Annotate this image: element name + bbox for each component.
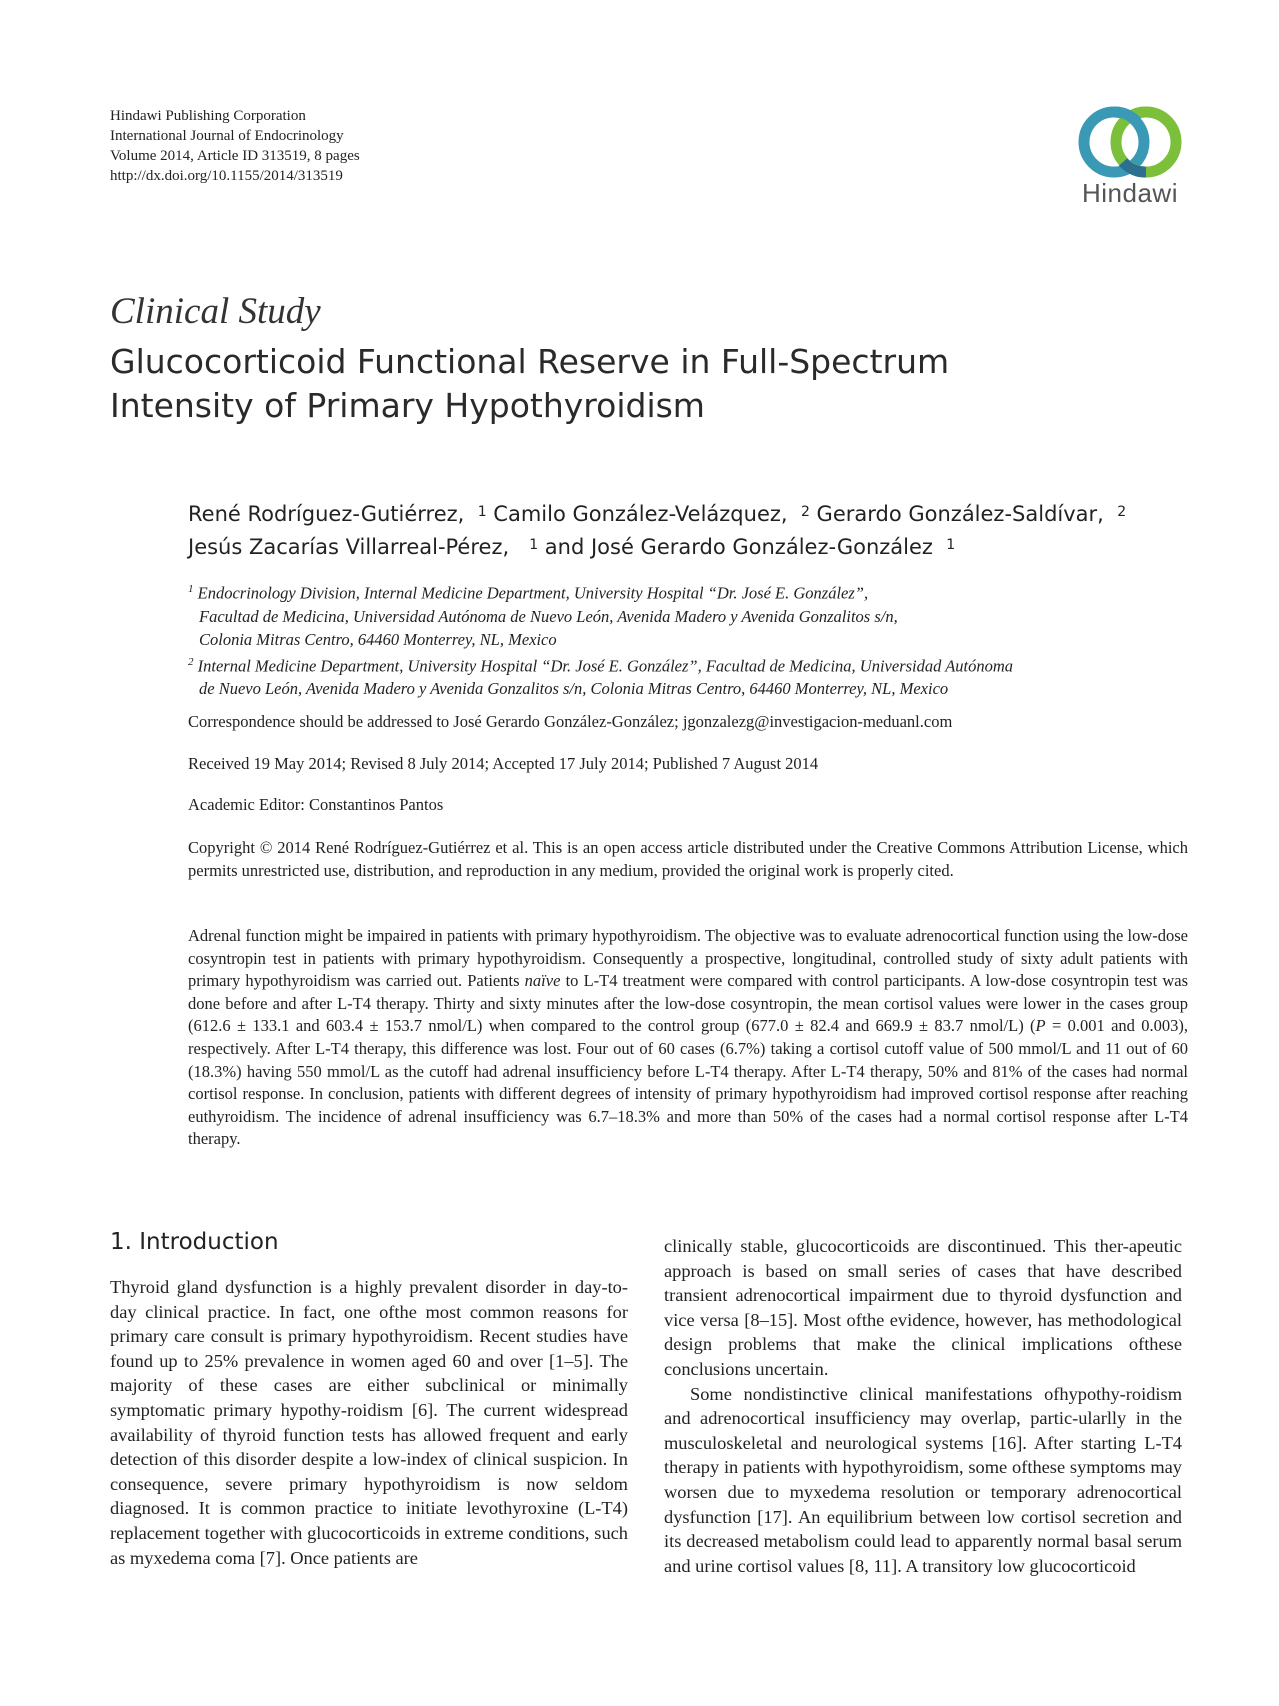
author-name: Camilo González-Velázquez, xyxy=(493,502,788,526)
paragraph: clinically stable, glucocorticoids are discontinued. This ther-apeutic approach is based on small series of cases that have described transient adrenocortical impairment due to thyroid dysfunction and vice versa [8–15]. Most ofthe evidence, however, has methodological design problems that make the clinical implications ofthese conclusions uncertain. xyxy=(664,1236,1182,1379)
affiliation-marker: 2 xyxy=(188,655,194,668)
journal-info xyxy=(110,106,360,186)
left-column xyxy=(110,1275,628,1570)
article-type: Clinical Study xyxy=(110,291,321,332)
author-name: Jesús Zacarías Villarreal-Pérez, xyxy=(188,535,510,559)
author-name: Gerardo González-Saldívar, xyxy=(816,502,1104,526)
author-affil-marker: 1 xyxy=(946,537,956,553)
paragraph: Some nondistinctive clinical manifestations ofhypothy-roidism and adrenocortical insufficiency may overlap, partic-ularlly in the musculoskeletal and neurological systems [16]. After starting L-T4 therapy in patients with hypothyroidism, some ofthese symptoms may worsen due to myxedema resolution or temporary adrenocortical dysfunction [17]. An equilibrium between low cortisol secretion and its decreased metabolism could lead to apparently normal basal serum and urine cortisol values [8, 11]. A transitory low glucocorticoid xyxy=(664,1383,1182,1576)
logo-text: Hindawi xyxy=(1082,178,1178,208)
affiliation-1-line-2: Facultad de Medicina, Universidad Autónoma de Nuevo León, Avenida Madero y Avenida Gonzalitos s/n, xyxy=(199,606,898,626)
author-line-2 xyxy=(188,531,1126,564)
affiliations xyxy=(188,578,1188,700)
academic-editor: Academic Editor: Constantinos Pantos xyxy=(188,795,444,814)
author-affil-marker: 1 xyxy=(477,504,487,520)
abstract-italic-p: P xyxy=(1035,1016,1046,1036)
affiliation-2-line-2: de Nuevo León, Avenida Madero y Avenida Gonzalitos s/n, Colonia Mitras Centro, 64460 Monterrey, NL, Mexico xyxy=(199,679,949,698)
hindawi-logo-icon xyxy=(1074,104,1186,180)
section-heading: 1. Introduction xyxy=(110,1229,279,1255)
author-name: and José Gerardo González-González xyxy=(544,535,933,559)
abstract xyxy=(188,925,1188,1151)
copyright-notice: Copyright © 2014 René Rodríguez-Gutiérrez et al. This is an open access article distributed under the Creative Commons Attribution License, which permits unrestricted use, distribution, and reproduction in any medium, provided the original work is properly cited. xyxy=(188,838,1188,880)
affiliation-2-line-1 xyxy=(188,651,1188,678)
abstract-text: Adrenal function might be impaired in patients with primary hypothyroidism. The objective was to evaluate adrenocortical function using the low-dose cosyntropin test in patients with primary hypothyroidism. Consequently a prospective, longitudinal, controlled study of sixty adult patients with primary hypothyroidism was carried out. Patients xyxy=(188,926,1188,991)
author-affil-marker: 1 xyxy=(529,537,539,553)
journal-name: International Journal of Endocrinology xyxy=(110,128,344,144)
author-list xyxy=(188,498,1126,564)
affiliation-1-line-1 xyxy=(188,578,1188,605)
publisher-line: Hindawi Publishing Corporation xyxy=(110,108,306,124)
article-title xyxy=(110,340,949,428)
volume-line: Volume 2014, Article ID 313519, 8 pages xyxy=(110,148,360,164)
right-column xyxy=(664,1234,1182,1578)
title-line-2: Intensity of Primary Hypothyroidism xyxy=(110,386,705,425)
doi-link[interactable]: http://dx.doi.org/10.1155/2014/313519 xyxy=(110,168,343,184)
abstract-text: = 0.001 and 0.003), respectively. After L-T4 therapy, this difference was lost. Four out of 60 cases (6.7%) taking a cortisol cutoff value of 500 mmol/L and 11 out of 60 (18.3%) having 550 mmol/L as the cutoff had adrenal insufficiency before L-T4 therapy. After L-T4 therapy, 50% and 81% of the cases had normal cortisol response. In conclusion, patients with different degrees of intensity of primary hypothyroidism had improved cortisol response after reaching euthyroidism. The incidence of adrenal insufficiency was 6.7–18.3% and more than 50% of the cases had a normal cortisol response after L-T4 therapy. xyxy=(188,1016,1188,1149)
paragraph: Thyroid gland dysfunction is a highly prevalent disorder in day-to-day clinical practice. In fact, one ofthe most common reasons for primary care consult is primary hypothyroidism. Recent studies have found up to 25% prevalence in women aged 60 and over [1–5]. The majority of these cases are either subclinical or minimally symptomatic primary hypothy-roidism [6]. The current widespread availability of thyroid function tests has allowed frequent and early detection of this disorder despite a low-index of clinical suspicion. In consequence, severe primary hypothyroidism is now seldom diagnosed. It is common practice to initiate levothyroxine (L-T4) replacement together with glucocorticoids in extreme conditions, such as myxedema coma [7]. Once patients are xyxy=(110,1277,628,1568)
author-affil-marker: 2 xyxy=(1117,504,1127,520)
affiliation-marker: 1 xyxy=(188,583,194,595)
article-dates: Received 19 May 2014; Revised 8 July 2014; Accepted 17 July 2014; Published 7 August 2014 xyxy=(188,754,819,773)
author-line-1 xyxy=(188,498,1126,531)
title-line-1: Glucocorticoid Functional Reserve in Full-Spectrum xyxy=(110,342,950,381)
abstract-italic-naive: naïve xyxy=(524,971,561,991)
abstract-text: to L-T4 treatment were compared with control participants. A low-dose cosyntropin test was done before and after L-T4 therapy. Thirty and sixty minutes after the low-dose cosyntropin, the mean cortisol values were lower in the cases group (612.6 ± 133.1 and 603.4 ± 153.7 nmol/L) when compared to the control group (677.0 ± 82.4 and 669.9 ± 83.7 nmol/L) ( xyxy=(188,971,1188,1036)
affiliation-text: Endocrinology Division, Internal Medicine Department, University Hospital “Dr. José E. González”, xyxy=(197,583,869,603)
author-affil-marker: 2 xyxy=(800,504,810,520)
affiliation-text: Internal Medicine Department, University Hospital “Dr. José E. González”, Facultad de Medicina, Universidad Autónoma xyxy=(197,656,1014,675)
affiliation-1-line-3: Colonia Mitras Centro, 64460 Monterrey, NL, Mexico xyxy=(199,629,557,649)
hindawi-logo xyxy=(1060,104,1200,209)
correspondence: Correspondence should be addressed to José Gerardo González-González; jgonzalezg@investigacion-meduanl.com xyxy=(188,712,953,731)
author-name: René Rodríguez-Gutiérrez, xyxy=(188,502,465,526)
